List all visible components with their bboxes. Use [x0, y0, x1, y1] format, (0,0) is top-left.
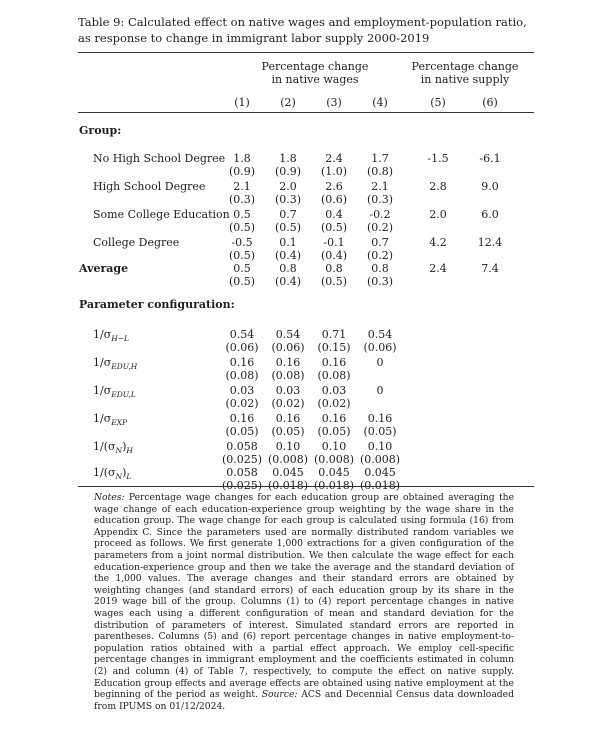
column-header: (5): [430, 96, 446, 109]
param-label: $1/\sigma_{EXP}$: [93, 412, 128, 428]
table-cell: 12.4: [477, 236, 503, 249]
table-cell-se: (0.025): [221, 479, 263, 492]
table-cell-se: (0.008): [267, 453, 309, 466]
table-caption: Table 9: Calculated effect on native wages and employment-population ratio, as response to change in immigrant labor supply 2000-2019: [78, 15, 527, 45]
table-cell: 0.54: [229, 328, 255, 341]
table-cell-se: (0.05): [225, 425, 259, 438]
row-label: Average: [79, 262, 129, 275]
column-header: (1): [234, 96, 250, 109]
table-cell: 0.5: [233, 208, 251, 221]
table-cell: 0.03: [229, 384, 255, 397]
table-cell-se: (0.3): [274, 193, 302, 206]
table-cell-se: (0.4): [320, 249, 348, 262]
section-group: Group:: [79, 124, 122, 137]
top-rule: [78, 52, 534, 53]
table-cell-se: (0.3): [366, 193, 394, 206]
row-label: College Degree: [93, 236, 180, 249]
table-cell-se: (0.9): [228, 165, 256, 178]
table-cell-se: (0.08): [317, 369, 351, 382]
table-cell: 0.045: [318, 466, 350, 479]
table-cell: 0.03: [321, 384, 347, 397]
table-cell: -1.5: [427, 152, 449, 165]
table-cell: 0.16: [275, 412, 301, 425]
header-supply-line1: Percentage change: [411, 60, 519, 73]
table-cell: 0.16: [367, 412, 393, 425]
param-label: $1/\sigma_{H-L}$: [93, 328, 130, 344]
table-cell: 2.1: [233, 180, 251, 193]
table-cell: 1.7: [371, 152, 389, 165]
table-cell: 0: [376, 384, 384, 397]
table-cell: 0.045: [272, 466, 304, 479]
table-cell: -0.1: [323, 236, 345, 249]
table-cell: 0.10: [321, 440, 347, 453]
table-cell: 0.8: [279, 262, 297, 275]
table-cell: 0.16: [275, 356, 301, 369]
table-cell: 0.71: [321, 328, 347, 341]
table-cell: 7.4: [481, 262, 499, 275]
row-label: No High School Degree: [93, 152, 226, 165]
table-cell: 6.0: [481, 208, 499, 221]
table-cell-se: (0.06): [225, 341, 259, 354]
table-cell: 0.045: [364, 466, 396, 479]
bottom-rule: [78, 486, 534, 487]
table-cell-se: (0.15): [317, 341, 351, 354]
row-label: Some College Education: [93, 208, 230, 221]
table-cell: 2.4: [429, 262, 447, 275]
table-cell: 4.2: [429, 236, 447, 249]
table-cell: 2.0: [429, 208, 447, 221]
table-cell-se: (0.08): [271, 369, 305, 382]
table-cell-se: (0.5): [274, 221, 302, 234]
table-cell: 0.10: [275, 440, 301, 453]
header-wages-line2: in native wages: [271, 73, 359, 86]
table-cell: 0.03: [275, 384, 301, 397]
table-cell: 0.16: [229, 412, 255, 425]
table-cell: 0.16: [321, 412, 347, 425]
table-cell-se: (0.2): [366, 249, 394, 262]
table-cell: 0.8: [325, 262, 343, 275]
table-cell-se: (0.02): [317, 397, 351, 410]
table-cell: 0.54: [275, 328, 301, 341]
header-rule: [78, 112, 534, 113]
table-cell-se: (0.5): [320, 221, 348, 234]
param-label: $1/(\sigma_N)_H$: [93, 440, 133, 456]
table-cell: 0.54: [367, 328, 393, 341]
table-cell-se: (0.008): [313, 453, 355, 466]
table-cell-se: (0.018): [267, 479, 309, 492]
table-cell: 0.058: [226, 466, 258, 479]
table-cell-se: (0.018): [313, 479, 355, 492]
table-cell-se: (0.02): [271, 397, 305, 410]
table-cell: 1.8: [233, 152, 251, 165]
table-cell: 0.16: [229, 356, 255, 369]
table-cell: 9.0: [481, 180, 499, 193]
source-text: ACS and Decennial Census data downloaded from IPUMS on 01/12/2024.: [94, 689, 515, 712]
table-cell-se: (0.05): [317, 425, 351, 438]
table-cell: 2.4: [325, 152, 343, 165]
table-cell: 0.16: [321, 356, 347, 369]
table-cell: 0.1: [279, 236, 297, 249]
header-wages-line1: Percentage change: [261, 60, 369, 73]
table-cell-se: (0.5): [228, 275, 256, 288]
table-cell: 0: [376, 356, 384, 369]
column-header: (6): [482, 96, 498, 109]
column-header: (4): [372, 96, 388, 109]
table-cell-se: (0.06): [271, 341, 305, 354]
row-label: High School Degree: [93, 180, 206, 193]
table-cell-se: (0.5): [228, 221, 256, 234]
notes-lead: Notes:: [94, 492, 125, 503]
table-cell: 0.10: [367, 440, 393, 453]
column-header: (3): [326, 96, 342, 109]
table-cell-se: (0.5): [320, 275, 348, 288]
table-notes: [94, 492, 514, 712]
table-cell-se: (0.3): [228, 193, 256, 206]
table-cell: -0.5: [231, 236, 253, 249]
table-cell-se: (0.05): [363, 425, 397, 438]
table-cell-se: (0.2): [366, 221, 394, 234]
table-cell-se: (0.018): [359, 479, 401, 492]
table-cell-se: (0.6): [320, 193, 348, 206]
table-cell-se: (0.9): [274, 165, 302, 178]
header-supply-line2: in native supply: [420, 73, 510, 86]
table-cell: 2.8: [429, 180, 447, 193]
table-cell: 0.7: [279, 208, 297, 221]
table-cell: -0.2: [369, 208, 391, 221]
table-cell: 0.5: [233, 262, 251, 275]
table-cell-se: (0.06): [363, 341, 397, 354]
section-params: Parameter configuration:: [79, 298, 235, 311]
table-cell-se: (1.0): [320, 165, 348, 178]
table-cell: 2.0: [279, 180, 297, 193]
table-cell-se: (0.08): [225, 369, 259, 382]
table-cell: 0.7: [371, 236, 389, 249]
table-cell-se: (0.025): [221, 453, 263, 466]
table-cell-se: (0.8): [366, 165, 394, 178]
table-cell: 0.8: [371, 262, 389, 275]
table-cell-se: (0.05): [271, 425, 305, 438]
param-label: $1/(\sigma_N)_L$: [93, 466, 132, 482]
column-header: (2): [280, 96, 296, 109]
table-cell-se: (0.5): [228, 249, 256, 262]
param-label: $1/\sigma_{EDU,H}$: [93, 356, 138, 372]
notes-body: Percentage wage changes for each education group are obtained averaging the wage change of each education-experience group weighting by the wage share in the education group. The wage change for each group is calculated using formula (16) from Appendix C. Since the parameters used are normally distributed random variables we proceed as follows. We first generate 1,000 extractions for a given configuration of the parameters from a joint normal distribution. We then calculate the wage effect for each education-experience group and then we take the average and the standard deviation of the 1,000 values. The average changes and their standard errors are obtained by weighting changes (and standard errors) of each education group by its share in the 2019 wage bill of the group. Columns (1) to (4) report percentage changes in native wages each using a different configuration of mean and standard deviation for the distribution of parameters of interest. Simulated standard errors are reported in parentheses. Columns (5) and (6) report percentage changes in native employment-to-population ratios obtained with a partial effect approach. We employ cell-specific percentage changes in immigrant employment and the coefficients estimated in column (2) and column (4) of Table 7, respectively, to compute the effect on native supply. Education group effects and average effects are obtained using native employment at the beginning of the period as weight.: [94, 492, 515, 701]
table-cell-se: (0.02): [225, 397, 259, 410]
table-cell-se: (0.4): [274, 275, 302, 288]
source-lead: Source:: [261, 689, 298, 701]
table-cell: 1.8: [279, 152, 297, 165]
table-cell: -6.1: [479, 152, 501, 165]
table-cell: 0.058: [226, 440, 258, 453]
table-cell-se: (0.4): [274, 249, 302, 262]
table-cell: 2.1: [371, 180, 389, 193]
table-cell-se: (0.008): [359, 453, 401, 466]
param-label: $1/\sigma_{EDU,L}$: [93, 384, 136, 400]
table-cell: 2.6: [325, 180, 343, 193]
table-cell: 0.4: [325, 208, 343, 221]
table-cell-se: (0.3): [366, 275, 394, 288]
